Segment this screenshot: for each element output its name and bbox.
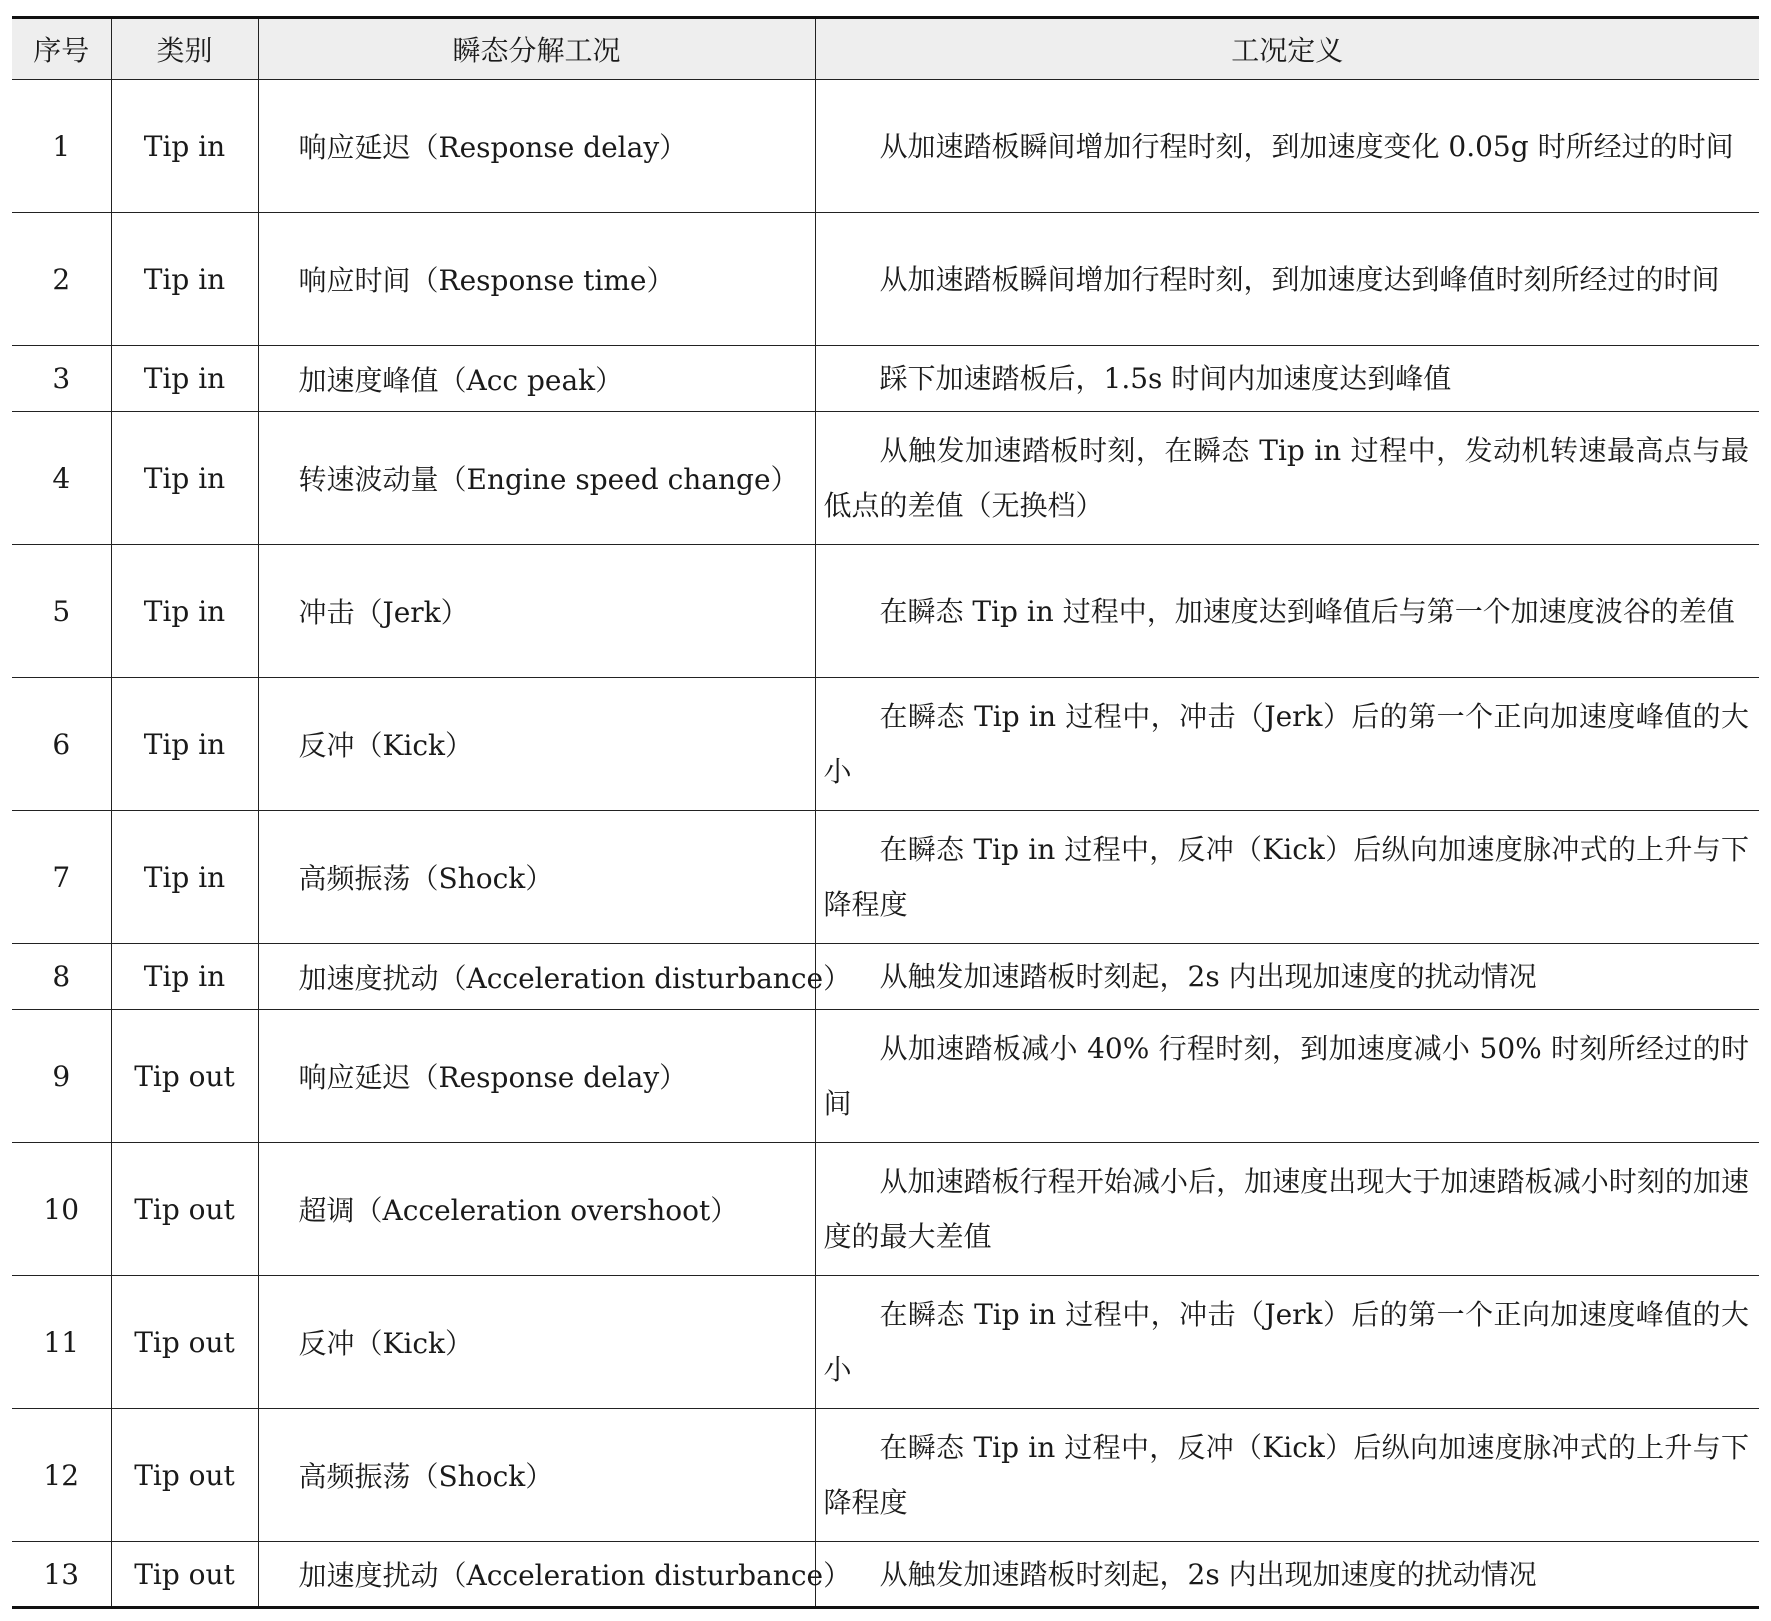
table-row bbox=[12, 678, 1759, 811]
table-row bbox=[12, 412, 1759, 545]
row-definition-cell bbox=[815, 1542, 1759, 1608]
row-number: 10 bbox=[12, 1143, 111, 1276]
row-definition-cell bbox=[815, 1010, 1759, 1143]
row-definition: 从触发加速踏板时刻起，2s 内出现加速度的扰动情况 bbox=[879, 960, 1537, 993]
row-number: 4 bbox=[12, 412, 111, 545]
row-definition: 踩下加速踏板后，1.5s 时间内加速度达到峰值 bbox=[879, 362, 1452, 395]
row-condition-name: 加速度扰动（Acceleration disturbance） bbox=[258, 1542, 815, 1608]
row-definition-cell bbox=[815, 678, 1759, 811]
table-row bbox=[12, 346, 1759, 412]
table-row bbox=[12, 1276, 1759, 1409]
row-category: Tip out bbox=[111, 1542, 258, 1608]
row-category: Tip in bbox=[111, 80, 258, 213]
row-condition-name: 响应延迟（Response delay） bbox=[258, 80, 815, 213]
row-category: Tip in bbox=[111, 412, 258, 545]
row-definition: 从加速踏板减小 40% 行程时刻，到加速度减小 50% 时刻所经过的时间 bbox=[823, 1032, 1749, 1120]
row-condition-name: 超调（Acceleration overshoot） bbox=[258, 1143, 815, 1276]
row-category: Tip in bbox=[111, 346, 258, 412]
row-condition-name: 转速波动量（Engine speed change） bbox=[258, 412, 815, 545]
row-number: 12 bbox=[12, 1409, 111, 1542]
table-row bbox=[12, 1409, 1759, 1542]
row-definition-cell bbox=[815, 811, 1759, 944]
header-category: 类别 bbox=[111, 18, 258, 80]
row-definition-cell bbox=[815, 1276, 1759, 1409]
row-definition: 在瞬态 Tip in 过程中，冲击（Jerk）后的第一个正向加速度峰值的大小 bbox=[823, 700, 1749, 788]
row-category: Tip in bbox=[111, 811, 258, 944]
table-row bbox=[12, 1010, 1759, 1143]
row-condition-name: 冲击（Jerk） bbox=[258, 545, 815, 678]
condition-table bbox=[12, 16, 1759, 1609]
row-condition-name: 高频振荡（Shock） bbox=[258, 811, 815, 944]
table-row bbox=[12, 811, 1759, 944]
row-definition-cell bbox=[815, 944, 1759, 1010]
row-definition: 在瞬态 Tip in 过程中，反冲（Kick）后纵向加速度脉冲式的上升与下降程度 bbox=[823, 833, 1749, 921]
row-number: 6 bbox=[12, 678, 111, 811]
table-row bbox=[12, 1143, 1759, 1276]
row-definition-cell bbox=[815, 346, 1759, 412]
row-number: 2 bbox=[12, 213, 111, 346]
row-number: 1 bbox=[12, 80, 111, 213]
row-definition: 从触发加速踏板时刻起，2s 内出现加速度的扰动情况 bbox=[879, 1557, 1537, 1591]
table-row bbox=[12, 944, 1759, 1010]
table-row bbox=[12, 1542, 1759, 1608]
row-definition: 从触发加速踏板时刻，在瞬态 Tip in 过程中，发动机转速最高点与最低点的差值（无换档） bbox=[823, 434, 1749, 522]
row-number: 8 bbox=[12, 944, 111, 1010]
row-definition-cell bbox=[815, 1143, 1759, 1276]
table-row bbox=[12, 80, 1759, 213]
row-definition: 在瞬态 Tip in 过程中，加速度达到峰值后与第一个加速度波谷的差值 bbox=[879, 594, 1735, 628]
table-row bbox=[12, 545, 1759, 678]
row-definition: 从加速踏板瞬间增加行程时刻，到加速度变化 0.05g 时所经过的时间 bbox=[879, 129, 1734, 163]
row-condition-name: 高频振荡（Shock） bbox=[258, 1409, 815, 1542]
row-number: 13 bbox=[12, 1542, 111, 1608]
header-name: 瞬态分解工况 bbox=[258, 18, 815, 80]
row-category: Tip in bbox=[111, 678, 258, 811]
row-definition-cell bbox=[815, 213, 1759, 346]
row-number: 11 bbox=[12, 1276, 111, 1409]
row-condition-name: 加速度扰动（Acceleration disturbance） bbox=[258, 944, 815, 1010]
row-category: Tip out bbox=[111, 1276, 258, 1409]
row-definition-cell bbox=[815, 1409, 1759, 1542]
row-definition: 在瞬态 Tip in 过程中，反冲（Kick）后纵向加速度脉冲式的上升与下降程度 bbox=[823, 1431, 1749, 1519]
row-number: 9 bbox=[12, 1010, 111, 1143]
row-number: 5 bbox=[12, 545, 111, 678]
row-definition: 从加速踏板行程开始减小后，加速度出现大于加速踏板减小时刻的加速度的最大差值 bbox=[823, 1165, 1749, 1253]
row-condition-name: 响应时间（Response time） bbox=[258, 213, 815, 346]
header-row bbox=[12, 18, 1759, 80]
row-category: Tip in bbox=[111, 545, 258, 678]
row-condition-name: 响应延迟（Response delay） bbox=[258, 1010, 815, 1143]
row-category: Tip in bbox=[111, 944, 258, 1010]
row-number: 3 bbox=[12, 346, 111, 412]
header-definition: 工况定义 bbox=[815, 18, 1759, 80]
table-row bbox=[12, 213, 1759, 346]
table-header bbox=[12, 18, 1759, 80]
row-category: Tip out bbox=[111, 1010, 258, 1143]
row-condition-name: 反冲（Kick） bbox=[258, 1276, 815, 1409]
row-definition-cell bbox=[815, 412, 1759, 545]
row-category: Tip out bbox=[111, 1409, 258, 1542]
row-condition-name: 加速度峰值（Acc peak） bbox=[258, 346, 815, 412]
row-definition-cell bbox=[815, 80, 1759, 213]
row-definition: 在瞬态 Tip in 过程中，冲击（Jerk）后的第一个正向加速度峰值的大小 bbox=[823, 1298, 1749, 1386]
row-definition: 从加速踏板瞬间增加行程时刻，到加速度达到峰值时刻所经过的时间 bbox=[879, 262, 1720, 296]
row-category: Tip out bbox=[111, 1143, 258, 1276]
row-number: 7 bbox=[12, 811, 111, 944]
row-category: Tip in bbox=[111, 213, 258, 346]
header-num: 序号 bbox=[12, 18, 111, 80]
row-definition-cell bbox=[815, 545, 1759, 678]
row-condition-name: 反冲（Kick） bbox=[258, 678, 815, 811]
table-body bbox=[12, 80, 1759, 1608]
